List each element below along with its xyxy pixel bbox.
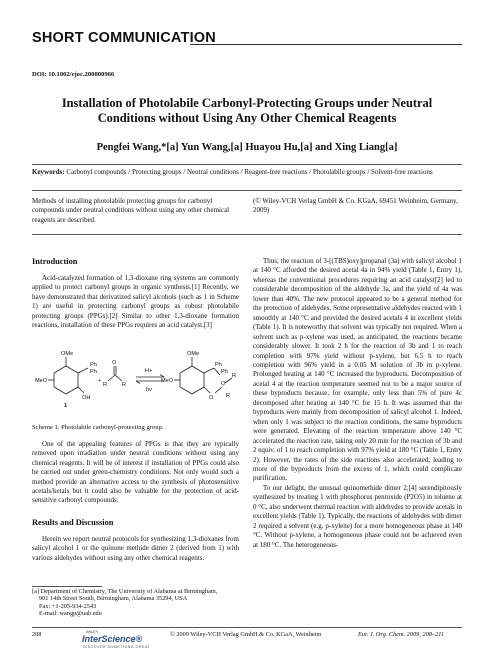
label-meo-right: MeO (161, 377, 174, 384)
label-ph-3: Ph (215, 361, 222, 368)
label-r2: R (122, 381, 127, 388)
interscience-logo: InterScience® (82, 634, 143, 644)
keywords-label: Keywords: (32, 168, 65, 176)
right-column (253, 257, 462, 550)
label-h-plus: H+ (145, 367, 153, 374)
results-heading: Results and Discussion (32, 517, 114, 527)
results-paragraph-2: Thus, the reaction of 3-[(TBS)oxy]propanal (3a) with salicyl alcohol 1 at 140 °C afforded the desired acetal 4a in 94% yield (Table 1, Entry 1), whereas the conventional procedures requiring an acid catalyst[2] led to considerable decomposition of the aldehyde 3a, and the yield of 4a was lower than 40%. The new protocol appeared to be a general method for the protection of aldehydes. Some representative aldehydes reacted with 1 smoothly at 140 °C and provided the desired acetals 4 in excellent yields (Table 1). It is noteworthy that solvent was typically not required. When a solvent such as p-xylene was used, as anticipated, the reactions became considerably slower. It took 2 h for the reaction of 3b and 1 to reach completion with 97% yield without p-xylene, but 6.5 h to reach completion with 96% yield in a 0.05 M solution of 3b in p-xylene. Prolonged heating at 140 °C increased the byproducts. Decomposition of acetal 4 at the reaction temperature seemed not to be a major source of these byproducts because, for example, only less than 5% of pure 4c decomposed after heating at 140 °C for 15 h. It was assumed that the byproducts were mainly from decomposition of salicyl alcohol 1. Indeed, when only 1 was subject to the reaction conditions, the same byproducts were generated. Elevating of the reaction temperature above 140 °C accelerated the reaction rate, taking only 20 min for the reaction of 3b and 2 equiv. of 1 to reach completion with 97% yield at 180 °C (Table 1, Entry 2). However, the rates of the side reactions also accelerated, leading to more of the byproducts from the excess of 1, which could complicate purification. (253, 257, 462, 483)
label-dioxane-o2: O (221, 380, 226, 387)
label-ph-1: Ph (90, 361, 97, 368)
label-ome-right: OMe (187, 350, 200, 357)
keywords-bottom-rule (32, 190, 462, 191)
label-compound-1: 1 (64, 402, 68, 409)
article-title: Installation of Photolabile Carbonyl-Protecting Groups under Neutral Conditions without Using Any Other Chemical Reagents (61, 96, 433, 125)
intro-paragraph-1: Acid-catalyzed formation of 1,3-dioxane ring systems are commonly applied to protect carbonyl groups in organic synthesis.[1] Recently, we have demonstrated that derivatized salicyl alcohols (such as 1 in Scheme 1) are useful in protecting carbonyl groups as robust photolabile protecting groups (PPGs).[2] Similar to other 1,3-dioxane formation reactions, installation of these PPGs requires an acid catalyst.[3] (32, 274, 239, 330)
bond-oh (78, 387, 84, 393)
page-number: 208 (32, 631, 42, 638)
scheme-1-caption: Scheme 1. Photolabile carbonyl-protecting group. (32, 423, 164, 431)
affiliation-footnote (32, 588, 239, 617)
label-ome-left: OMe (61, 350, 74, 357)
label-r3: R (232, 372, 237, 379)
results-paragraph-3: To our delight, the unusual quinomethide dimer 2,[4] serendipitously synthesized by treating 1 with phosphorus pentoxide (P2O5) in toluene at 0 °C, also underwent thermal reaction with aldehydes to provide acetals in excellent yields (Table 1). Typically, the reactions of aldehydes with dimer 2 required a solvent (e.g. p-xylene) for a more homogeneous phase at 140 °C. Without p-xylene, a homogeneous phase could not be achieved even at 180 °C. The heterogeneous- (253, 483, 462, 549)
publisher-logo-top: WILEY (86, 629, 99, 634)
journal-citation: Eur. J. Org. Chem. 2009, 208–211 (358, 631, 445, 638)
keywords-list: Carbonyl compounds / Protecting groups / Neutral conditions / Reagent-free reactions / Photolabile groups / Solvent-free reactions (66, 168, 433, 176)
label-ph-2: Ph (90, 368, 97, 375)
affiliation-line: Fax: +1-205-934-2543 (39, 602, 97, 610)
label-ph-4: Ph (221, 368, 228, 375)
left-column (32, 257, 239, 563)
label-plus: + (98, 377, 102, 384)
abstract-rule (32, 234, 462, 235)
bond-ring-o1 (204, 387, 210, 393)
logo-tagline: DISCOVER SOMETHING GREAT (83, 645, 151, 649)
abstract: Methods of installing photolabile protecting groups for carbonyl compounds under neutral conditions without using any other chemical reagents are described. (32, 197, 230, 224)
label-oh: OH (82, 394, 91, 401)
keywords-top-rule (32, 164, 462, 165)
section-heading: SHORT COMMUNICATION (32, 30, 216, 46)
bond-ring-c (204, 368, 214, 373)
doi: DOI: 10.1002/ejoc.200800966 (32, 71, 115, 78)
affiliation-line: [a] Department of Chemistry, The University of Alabama at Birmingham, (32, 588, 218, 595)
bond-carbinol-left (78, 368, 88, 373)
scheme-1-drawing (32, 335, 239, 420)
footer-copyright: © 2009 Wiley-VCH Verlag GmbH & Co. KGaA, Weinheim (170, 631, 322, 638)
label-dioxane-o1: O (209, 394, 214, 401)
label-r1: R (103, 381, 108, 388)
bond-cr2 (115, 375, 122, 381)
label-carbonyl-o: O (112, 359, 117, 366)
results-paragraph-1: Herein we report neutral protocols for synthesizing 1,3-dioxanes from salicyl alcohol 1 or the quinone methide dimer 2 (derived from 1) with various aldehydes without using any other chemical reagents. (32, 534, 239, 562)
footnote-rule (32, 586, 102, 587)
keywords-block (32, 168, 462, 177)
label-meo-left: MeO (35, 377, 48, 384)
label-r4: R (226, 392, 231, 399)
benzene-ring-right (180, 366, 204, 394)
bond-cr1 (108, 375, 115, 381)
affiliation-line: E-mail: wangp@uab.edu (39, 609, 102, 617)
introduction-heading: Introduction (32, 257, 78, 266)
benzene-ring-left (54, 366, 78, 394)
bond-acetal-r (225, 378, 232, 383)
copyright-notice: (© Wiley-VCH Verlag GmbH & Co. KGaA, 69451 Weinheim, Germany, 2009) (253, 197, 458, 215)
author-list: Pengfei Wang,*[a] Yun Wang,[a] Huayou Hu,[a] and Xing Liang[a] (96, 142, 398, 153)
affiliation-line: 901 14th Street South, Birmingham, Alabama 35294, USA (39, 595, 188, 603)
bond-dioxane-1 (214, 368, 220, 375)
scheme-1-figure (32, 335, 239, 420)
label-hv: hν (146, 386, 152, 393)
section-rule (190, 44, 462, 45)
bond-dioxane-2 (215, 387, 222, 393)
intro-paragraph-2: One of the appealing features of PPGs is that they are typically removed upon irradiation under neutral conditions without using any chemical reagents. It will be of interest if installation of PPGs could also be carried out under green-chemistry conditions. Not only would such a method provide an alternative access to the synthesis of photosensitive acetals/ketals but it could also be valuable for the protection of acid-sensitive carbonyl compounds. (32, 439, 239, 505)
footer-rule (32, 627, 462, 628)
